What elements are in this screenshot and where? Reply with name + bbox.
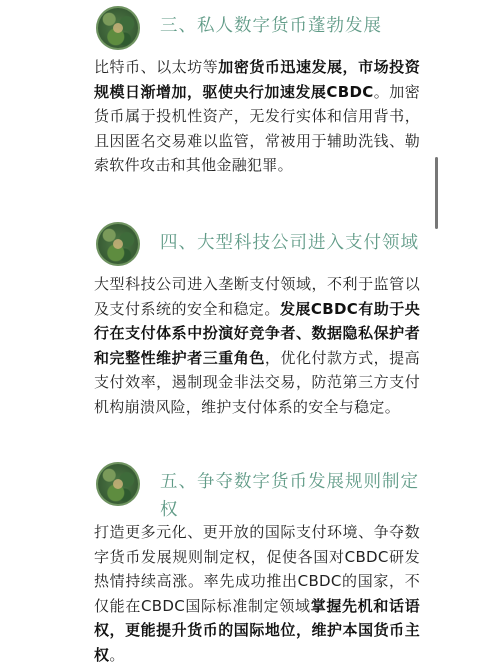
section-3	[0, 462, 500, 664]
scrollbar[interactable]	[435, 157, 438, 229]
section-1	[0, 0, 500, 174]
section-3-paragraph	[94, 520, 420, 667]
text-run-bold: 发展CBDC有助于央行在支付体系中扮演好竞争者、数据隐私保护者和完整性维护者三重角色	[94, 299, 421, 367]
section-2-title: 四、大型科技公司进入支付领域	[160, 233, 419, 253]
text-run: 比特币、以太坊等	[94, 58, 219, 76]
section-1-header	[0, 0, 500, 60]
text-run-bold: 掌握先机和话语权，更能提升货币的国际地位，维护本国货币主权	[94, 596, 420, 664]
section-3-title-line1: 五、争夺数字货币发展规则制定	[160, 472, 419, 492]
section-1-paragraph	[94, 55, 420, 178]
text-run: 大型科技公司进入垄断支付领域，不利于监管以及支付系统的安全和稳定。	[94, 275, 420, 318]
text-run: 。加密货币属于投机性资产，无发行实体和信用背书，且因匿名交易难以监管，常被用于辅助洗钱、勒索软件攻击和其他金融犯罪。	[94, 82, 420, 174]
section-2-paragraph	[94, 272, 420, 419]
avatar	[96, 6, 140, 50]
text-run: 打造更多元化、更开放的国际支付环境、争夺数字货币发展规则制定权，促使各国对CBDC研发热情持续高涨。率先成功推出CBDC的国家，不仅能在CBDC国际标准制定领域	[94, 523, 420, 615]
text-run: 。	[109, 645, 125, 664]
text-run-bold: 加密货币迅速发展，市场投资规模日渐增加，驱使央行加速发展CBDC	[94, 58, 420, 101]
text-run: ，优化付款方式，提高支付效率，遏制现金非法交易，防范第三方支付机构崩溃风险，维护支付体系的安全与稳定。	[94, 348, 420, 416]
section-2	[0, 222, 500, 416]
section-3-title-line2: 权	[160, 500, 179, 520]
section-1-title: 三、私人数字货币蓬勃发展	[160, 16, 382, 36]
avatar	[96, 462, 140, 506]
section-3-header	[0, 462, 500, 522]
section-3-title	[160, 468, 419, 524]
avatar	[96, 222, 140, 266]
